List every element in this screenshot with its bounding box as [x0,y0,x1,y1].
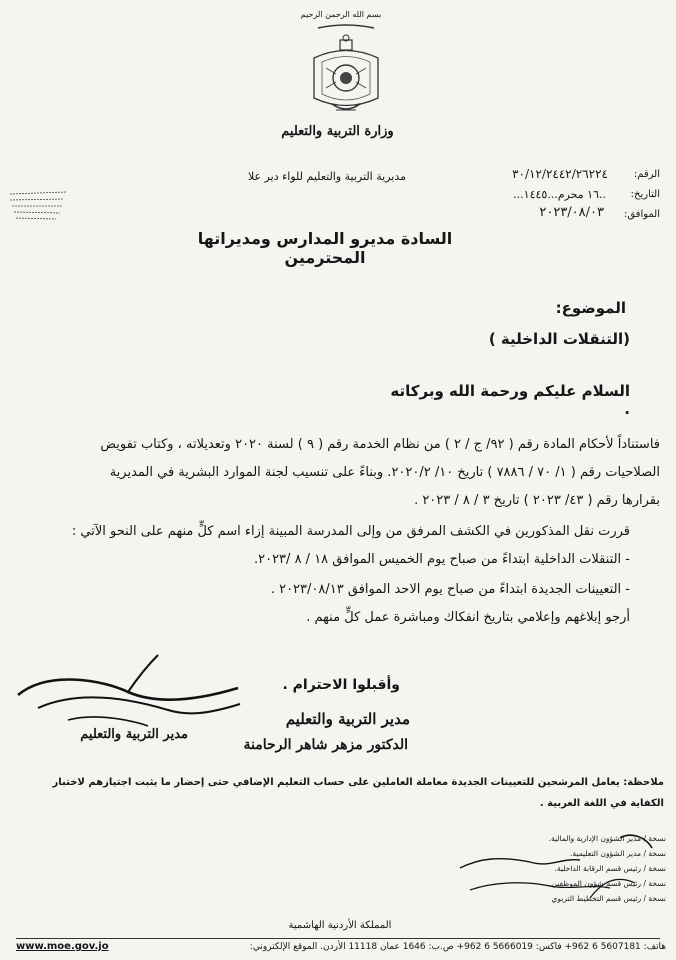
subject-value: (التنقلات الداخلية ) [488,330,630,348]
ref-label: الرقم: [633,169,660,180]
greeting: السلام عليكم ورحمة الله وبركاته . [390,382,630,418]
ref-value: ٣٠/١٢/٢٤٤٢/٢٦٢٢٤ [512,167,608,181]
footer-website-link[interactable]: www.moe.gov.jo [16,941,109,952]
signatory-title: مدير التربية والتعليم [80,727,188,742]
copy-item: نسخة / رئيس قسم الرقابة الداخلية. [554,864,666,873]
jordan-emblem [296,18,396,123]
date-greg-label: الموافق: [623,209,660,220]
note-label: ملاحظة: [623,777,664,788]
body-paragraph1-line3: بقرارها رقم ( ٤٣/ ٢٠٢٣ ) تاريخ ٣ / ٨ / ٢٠٢٣ . [414,493,660,508]
note-text-line1: يعامل المرشحين للتعيينات الجديدة معاملة العاملين على حساب التعليم الإضافي حتى إحضار ما يثبت اجتيازهم لاختبار [52,777,620,788]
body-paragraph3: أرجو إبلاغهم وإعلامي بتاريخ انفكاك ومباشرة عمل كلٍّ منهم . [306,610,630,625]
body-paragraph2: قررت نقل المذكورين في الكشف المرفق من وإلى المدرسة المبينة إزاء اسم كلٍّ منهم على النحو الآتي : [71,524,630,539]
copy-item: نسخة / رئيس قسم شؤون الموظفين. [549,879,666,888]
copy-item: نسخة / مدير الشؤون التعليمية. [570,849,666,858]
directorate-name: مديرية التربية والتعليم للواء دير علا [247,170,406,183]
body-paragraph1-line2: الصلاحيات رقم ( ١/ ٧٠ / ٧٨٨٦ ) تاريخ ١٠/ ٢٠٢٠/٢. وبناءً على تنسيب لجنة الموارد البشرية في المديرية [109,465,660,480]
subject-label: الموضوع: [555,299,626,317]
initials-scribble [440,828,666,908]
date-greg-value: ٢٠٢٣/٠٨/٠٣ [539,205,604,220]
note-line1 [40,777,664,788]
bullet-internal-transfers: - التنقلات الداخلية ابتداءً من صباح يوم الخميس الموافق ١٨ / ٨ /٢٠٢٣. [253,552,630,567]
footer-divider [16,938,660,939]
copy-item: نسخة / مدير الشؤون الإدارية والمالية. [548,834,666,843]
stamp-title: مدير التربية والتعليم [285,710,410,728]
closing: وأقبلوا الاحترام . [282,677,400,693]
basmala: بسم الله الرحمن الرحيم [300,10,382,19]
ministry-name: وزارة التربية والتعليم [281,124,394,139]
footer-contact: هاتف: 5607181 6 962+ فاكس: 5666019 6 962+ ص.ب: 1646 عمان 11118 الأردن. الموقع الإلكتروني: [249,942,666,952]
bullet-new-appointments: - التعيينات الجديدة ابتداءً من صباح يوم الاحد الموافق ٢٠٢٣/٠٨/١٣ . [270,582,630,597]
date-hijri-value: ..١٦ محرم...١٤٤٥... [513,188,606,201]
body-paragraph1-line1: فاستناداً لأحكام المادة رقم ( ٩٢/ ج / ٢ ) من نظام الخدمة رقم ( ٩ ) لسنة ٢٠٢٠ وتعديلاته ، وكتاب تفويض [100,437,660,452]
note-line2: الكفاية في اللغة العربية . [539,798,664,809]
copy-item: نسخة / رئيس قسم التخطيط التربوي [551,894,666,903]
footer-kingdom: المملكة الأردنية الهاشمية [288,920,392,931]
addressee: السادة مديرو المدارس ومديراتها المحترمين [197,229,453,267]
signatory-name: الدكتور مزهر شاهر الرحامنة [243,737,408,753]
received-stamp [6,188,70,222]
date-hijri-label: التاريخ: [630,189,660,200]
